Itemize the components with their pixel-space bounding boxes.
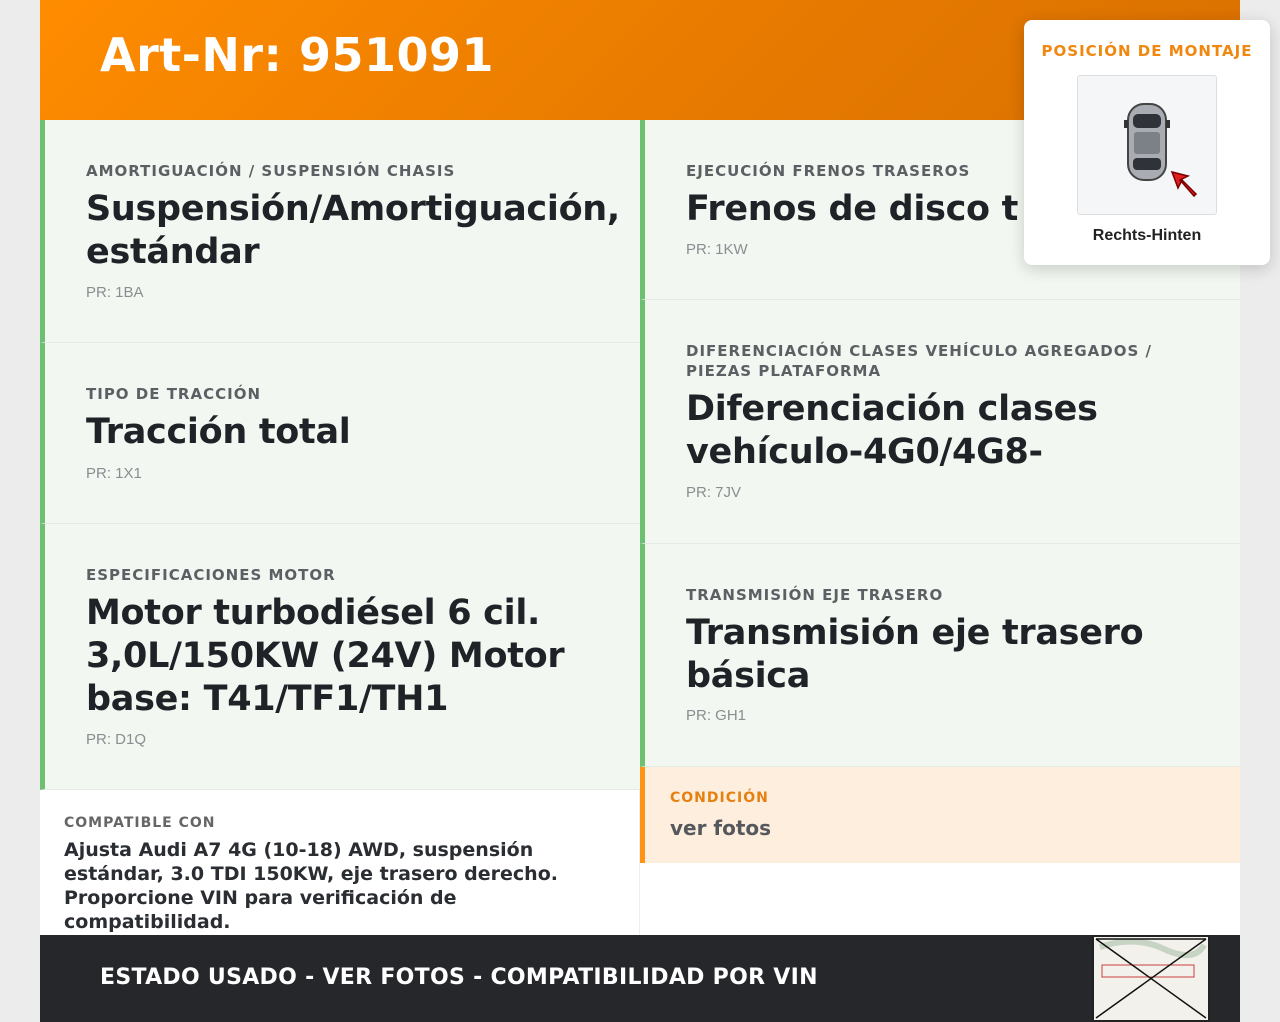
compatibility-label: COMPATIBLE CON [64,815,216,831]
car-top-view-icon [1078,76,1216,214]
condition-box [640,767,1240,863]
product-sheet [40,0,1253,1022]
spec-card-traction [40,343,640,524]
envelope-icon [1094,937,1208,1020]
compatibility-text: Ajusta Audi A7 4G (10-18) AWD, suspensión estándar, 3.0 TDI 150KW, eje trasero derecho. Proporcione VIN para verificación de compatibilidad. [64,839,558,933]
condition-value: ver fotos [670,816,772,840]
spec-card-suspension [40,120,640,343]
spec-pr-code: PR: D1Q [86,731,147,748]
spec-label: TIPO DE TRACCIÓN [86,385,261,403]
spec-label: TRANSMISIÓN EJE TRASERO [686,586,944,604]
condition-label: CONDICIÓN [670,790,769,806]
spec-value: Diferenciación clases vehículo-4G0/4G8- [686,389,1098,472]
spec-label: DIFERENCIACIÓN CLASES VEHÍCULO AGREGADOS / PIEZAS PLATAFORMA [686,342,1152,380]
spec-pr-code: PR: 7JV [686,484,742,501]
car-diagram [1077,75,1217,215]
spec-pr-code: PR: 1BA [86,284,144,301]
spec-value: Frenos de disco t [686,189,1019,229]
spec-label: EJECUCIÓN FRENOS TRASEROS [686,162,971,180]
mounting-position-card [1024,20,1270,265]
footer-text: ESTADO USADO - VER FOTOS - COMPATIBILIDAD POR VIN [100,965,818,990]
spec-card-vehicle-class [640,300,1240,544]
spec-value: Motor turbodiésel 6 cil. 3,0L/150KW (24V) Motor base: T41/TF1/TH1 [86,593,565,719]
spec-pr-code: PR: GH1 [686,707,747,724]
spec-card-engine [40,524,640,790]
label-photo-thumbnail [1092,935,1210,1022]
article-number-title: Art-Nr: 951091 [100,28,495,82]
compatibility-box [40,790,640,935]
footer-banner [40,935,1240,1022]
spec-value: Suspensión/Amortiguación, estándar [86,189,620,272]
spec-label: AMORTIGUACIÓN / SUSPENSIÓN CHASIS [86,162,456,180]
spec-label: ESPECIFICACIONES MOTOR [86,566,336,584]
mounting-position-label: POSICIÓN DE MONTAJE [1041,42,1253,60]
spec-pr-code: PR: 1X1 [86,465,142,482]
spec-pr-code: PR: 1KW [686,241,748,258]
spec-value: Transmisión eje trasero básica [686,613,1144,696]
spec-value: Tracción total [86,412,351,452]
mounting-position-value: Rechts-Hinten [1092,227,1202,244]
spec-card-rear-axle [640,544,1240,767]
